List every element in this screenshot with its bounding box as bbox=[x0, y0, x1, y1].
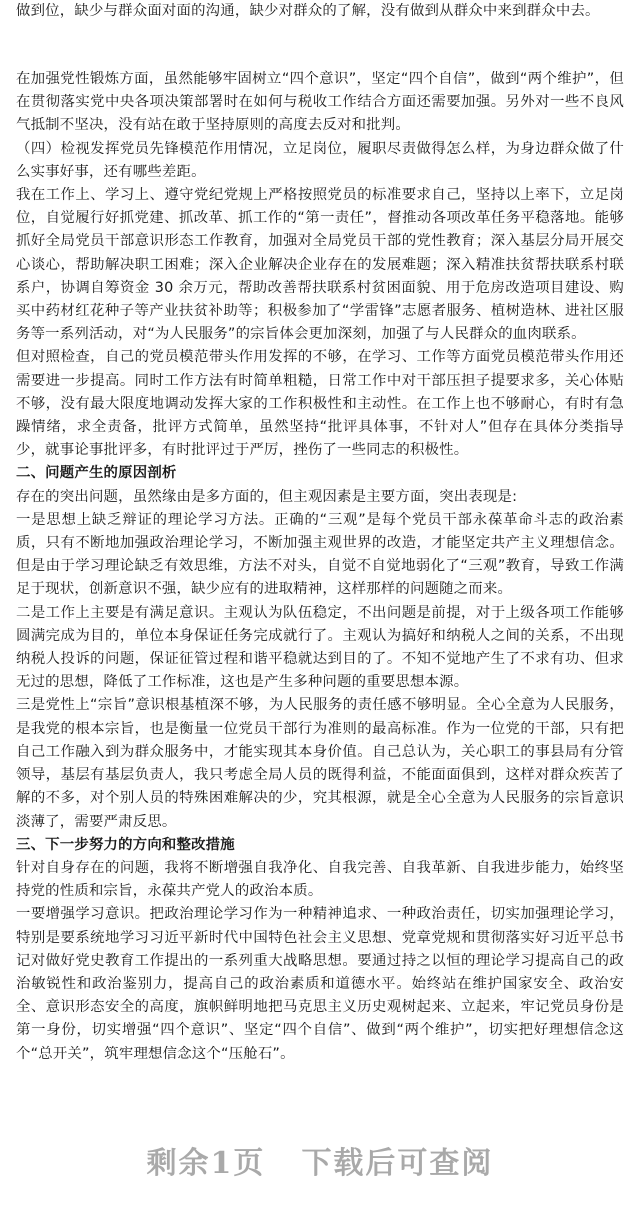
paragraph: 一是思想上缺乏辩证的理论学习方法。正确的“三观”是每个党员干部永葆革命斗志的政治素质，只有不断地加强政治理论学习，不断加强主观世界的改造，才能坚定共产主义理想信念。但是由于学习理论缺乏有效思维，方法不对头，自觉不自觉地弱化了“三观”教育，导致工作满足于现状，创新意识不强，缺少应有的进取精神，这样那样的问题随之而来。 bbox=[16, 511, 624, 598]
section-one-continued bbox=[16, 68, 624, 1066]
top-partial-paragraph bbox=[16, 0, 624, 23]
paragraph: 二是工作上主要是有满足意识。主观认为队伍稳定，不出问题是前提，对于上级各项工作能够圆满完成为目的，单位本身保证任务完成就行了。主观认为搞好和纳税人之间的关系，不出现纳税人投诉的问题，保证征管过程和谐平稳就达到目的了。不知不觉地产生了不求有功、但求无过的思想，降低了工作标准，这也是产生多种问题的重要思想本源。 bbox=[16, 604, 624, 691]
paragraph: 存在的突出问题，虽然缘由是多方面的，但主观因素是主要方面，突出表现是: bbox=[16, 488, 518, 505]
paragraph: 一要增强学习意识。把政治理论学习作为一种精神追求、一种政治责任，切实加强理论学习，特别是要系统地学习习近平新时代中国特色社会主义思想、党章党规和贯彻落实好习近平总书记对做好党史教育工作提出的一系列重大战略思想。要通过持之以恒的理论学习提高自己的政治敏锐性和政治鉴别力，提高自己的政治素质和道德水平。始终站在维护国家安全、政治安全、意识形态安全的高度，旗帜鲜明地把马克思主义历史观树起来、立起来，牢记党员身份是第一身份，切实增强“四个意识”、坚定“四个自信”、做到“两个维护”，切实把好理想信念这个“总开关”，筑牢理想信念这个“压舱石”。 bbox=[16, 906, 624, 1062]
paragraph: （四）检视发挥党员先锋模范作用情况，立足岗位，履职尽责做得怎么样，为身边群众做了什么实事好事，还有哪些差距。 bbox=[16, 140, 624, 180]
paragraph: 三是党性上“宗旨”意识根基植深不够，为人民服务的责任感不够明显。全心全意为人民服务，是我党的根本宗旨，也是衡量一位党员干部行为准则的最高标准。作为一位党的干部，只有把自己工作融入到为群众服务中，才能实现其本身价值。自己总认为，关心职工的事县局有分管领导，基层有基层负责人，我只考虑全局人员的既得利益，不能面面俱到，这样对群众疾苦了解的不多，对个别人员的特殊困难解决的少，究其根源，就是全心全意为人民服务的宗旨意识淡薄了，需要严肃反思。 bbox=[16, 697, 624, 830]
section-heading-3: 三、下一步努力的方向和整改措施 bbox=[16, 836, 235, 853]
download-to-view-label[interactable]: 下载后可查阅 bbox=[301, 1146, 494, 1181]
paragraph: 做到位，缺少与群众面对面的沟通，缺少对群众的了解，没有做到从群众中来到群众中去。 bbox=[16, 3, 600, 19]
paragraph: 在加强党性锻炼方面，虽然能够牢固树立“四个意识”，坚定“四个自信”，做到“两个维护”，但在贯彻落实党中央各项决策部署时在如何与税收工作结合方面还需要加强。另外对一些不良风气抵制不坚决，没有站在敢于坚持原则的高度去反对和批判。 bbox=[16, 71, 624, 134]
section-heading-2: 二、问题产生的原因剖析 bbox=[16, 465, 177, 482]
paragraph: 但对照检查，自己的党员模范带头作用发挥的不够，在学习、工作等方面党员模范带头作用还需要进一步提高。同时工作方法有时简单粗糙，日常工作中对干部压担子提要求多，关心体贴不够，没有最大限度地调动发挥大家的工作积极性和主动性。在工作上也不够耐心，有时有急躁情绪，求全责备，批评方式简单，虽然坚持“批评具体事，不针对人”但存在具体分类指导少，就事论事批评多，有时批评过于严厉，挫伤了一些同志的积极性。 bbox=[16, 349, 624, 459]
paragraph: 我在工作上、学习上、遵守党纪党规上严格按照党员的标准要求自己，坚持以上率下，立足岗位，自觉履行好抓党建、抓改革、抓工作的“第一责任”，督推动各项改革任务平稳落地。能够抓好全局党员干部意识形态工作教育，加强对全局党员干部的党性教育；深入基层分局开展交心谈心，帮助解决职工困难；深入企业解决企业存在的发展难题；深入精准扶贫帮扶联系村联系户，协调自筹资金 30 余万元，帮助改善帮扶联系村贫困面貌、用于危房改造项目建设、购买中药材红花种子等产业扶贫补助等；积极参加了“学雷锋”志愿者服务、植树造林、进社区服务等一系列活动，对“为人民服务”的宗旨体会更加深刻，加强了与人民群众的血肉联系。 bbox=[16, 187, 624, 343]
remaining-pages-label[interactable]: 剩余1页 bbox=[146, 1146, 266, 1181]
paragraph: 针对自身存在的问题，我将不断增强自我净化、自我完善、自我革新、自我进步能力，始终坚持党的性质和宗旨，永葆共产党人的政治本质。 bbox=[16, 859, 624, 900]
download-prompt[interactable] bbox=[0, 1138, 640, 1182]
